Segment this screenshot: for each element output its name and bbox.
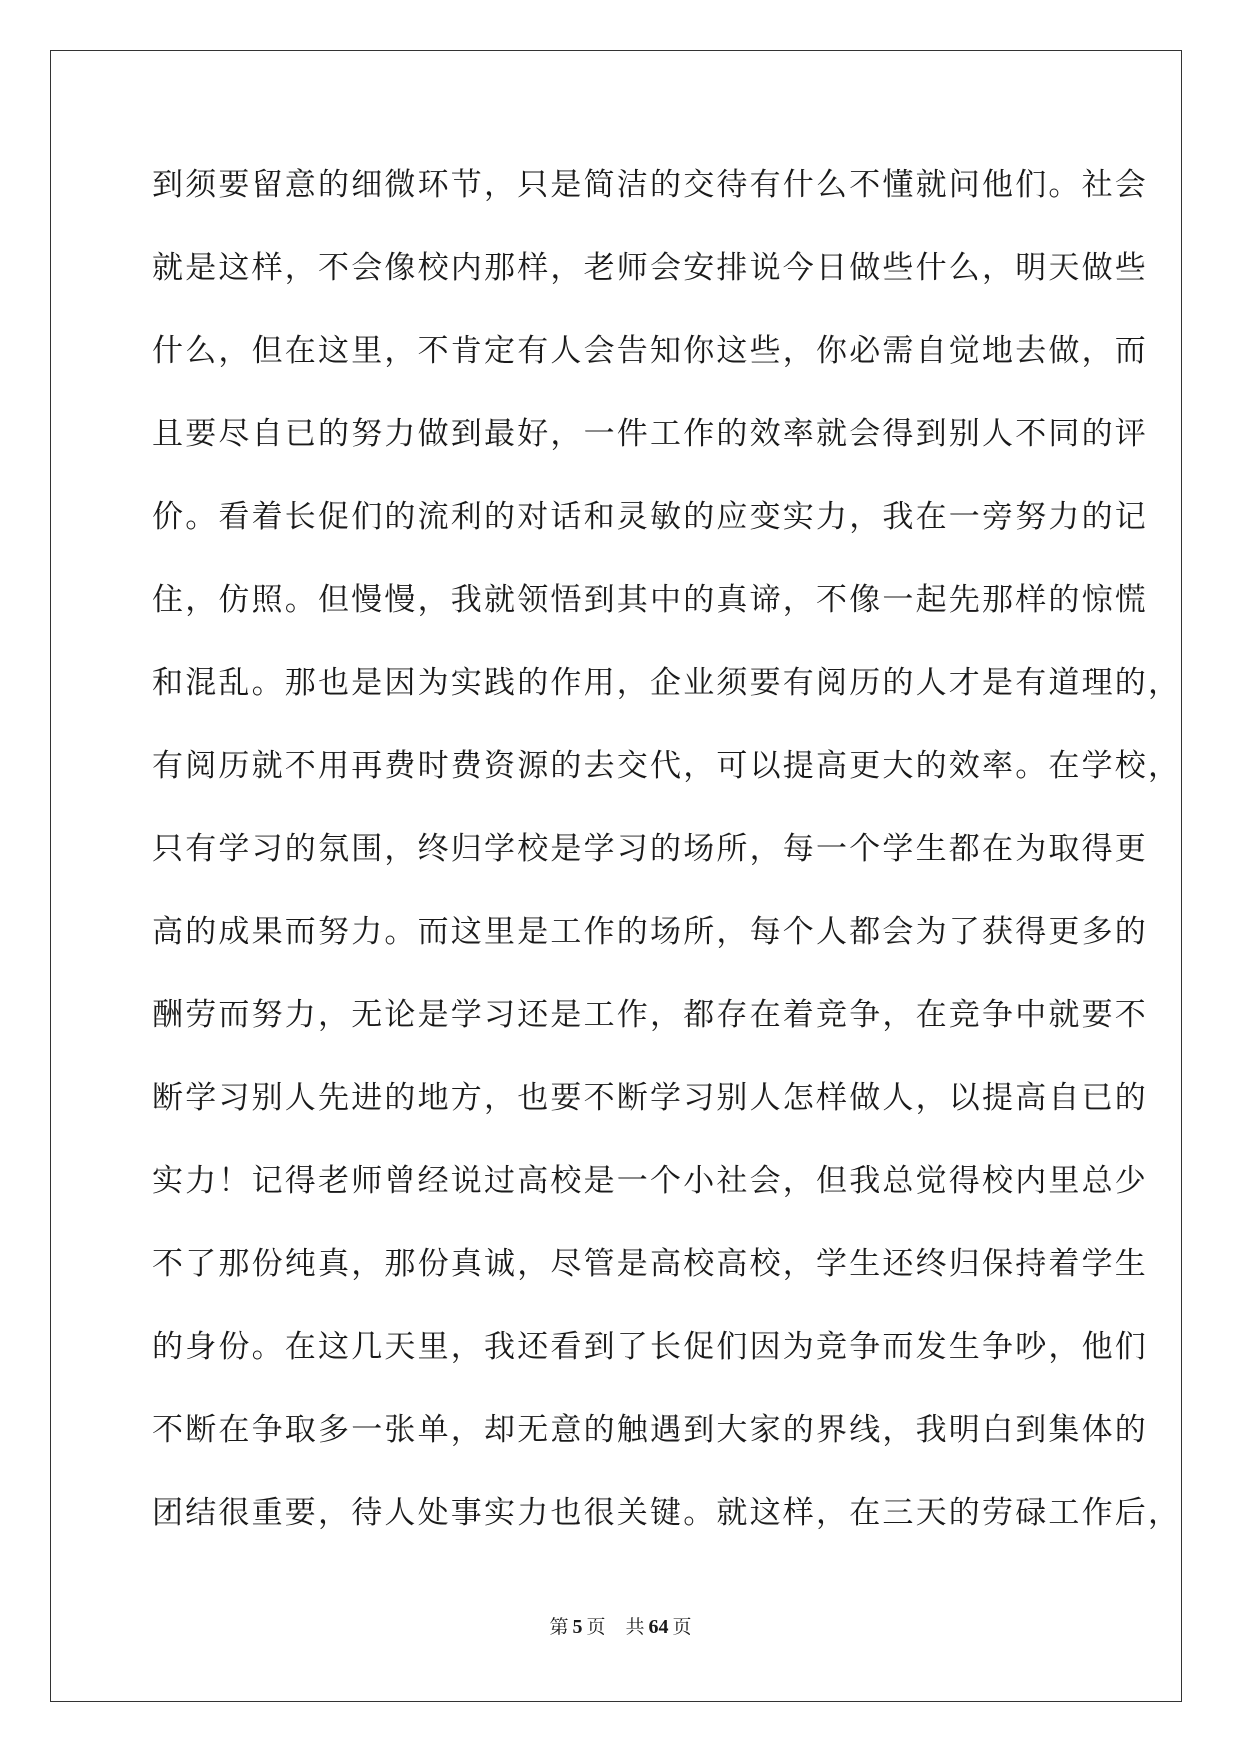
- page-label-prefix: 第: [549, 1616, 569, 1638]
- text-line: 只有学习的氛围，终归学校是学习的场所，每一个学生都在为取得更: [152, 831, 1148, 867]
- total-label-prefix: 共: [625, 1616, 645, 1638]
- text-line: 价。看着长促们的流利的对话和灵敏的应变实力，我在一旁努力的记: [152, 499, 1148, 535]
- page-number-footer: [0, 1612, 1241, 1639]
- current-page-number: 5: [572, 1616, 583, 1638]
- text-line: 高的成果而努力。而这里是工作的场所，每个人都会为了获得更多的: [152, 914, 1148, 950]
- text-line: 断学习别人先进的地方，也要不断学习别人怎样做人，以提高自已的: [152, 1080, 1148, 1116]
- text-line: 到须要留意的细微环节，只是简洁的交待有什么不懂就问他们。社会: [152, 167, 1148, 203]
- document-body: [152, 160, 1182, 1571]
- total-label-suffix: 页: [672, 1616, 692, 1638]
- text-line: 且要尽自已的努力做到最好，一件工作的效率就会得到别人不同的评: [152, 416, 1148, 452]
- total-page-number: 64: [648, 1616, 669, 1638]
- text-line: 的身份。在这几天里，我还看到了长促们因为竞争而发生争吵，他们: [152, 1329, 1148, 1365]
- text-line: 什么，但在这里，不肯定有人会告知你这些，你必需自觉地去做，而: [152, 333, 1148, 369]
- text-line: 住，仿照。但慢慢，我就领悟到其中的真谛，不像一起先那样的惊慌: [152, 582, 1148, 618]
- text-line: 酬劳而努力，无论是学习还是工作，都存在着竞争，在竞争中就要不: [152, 997, 1148, 1033]
- text-line: 实力！记得老师曾经说过高校是一个小社会，但我总觉得校内里总少: [152, 1163, 1148, 1199]
- text-line: 和混乱。那也是因为实践的作用，企业须要有阅历的人才是有道理的，: [152, 665, 1182, 701]
- text-line: 不了那份纯真，那份真诚，尽管是高校高校，学生还终归保持着学生: [152, 1246, 1148, 1282]
- page-label-suffix: 页: [586, 1616, 606, 1638]
- text-line: 就是这样，不会像校内那样，老师会安排说今日做些什么，明天做些: [152, 250, 1148, 286]
- text-line: 有阅历就不用再费时费资源的去交代，可以提高更大的效率。在学校，: [152, 748, 1182, 784]
- text-line: 团结很重要，待人处事实力也很关键。就这样，在三天的劳碌工作后，: [152, 1495, 1182, 1531]
- text-line: 不断在争取多一张单，却无意的触遇到大家的界线，我明白到集体的: [152, 1412, 1148, 1448]
